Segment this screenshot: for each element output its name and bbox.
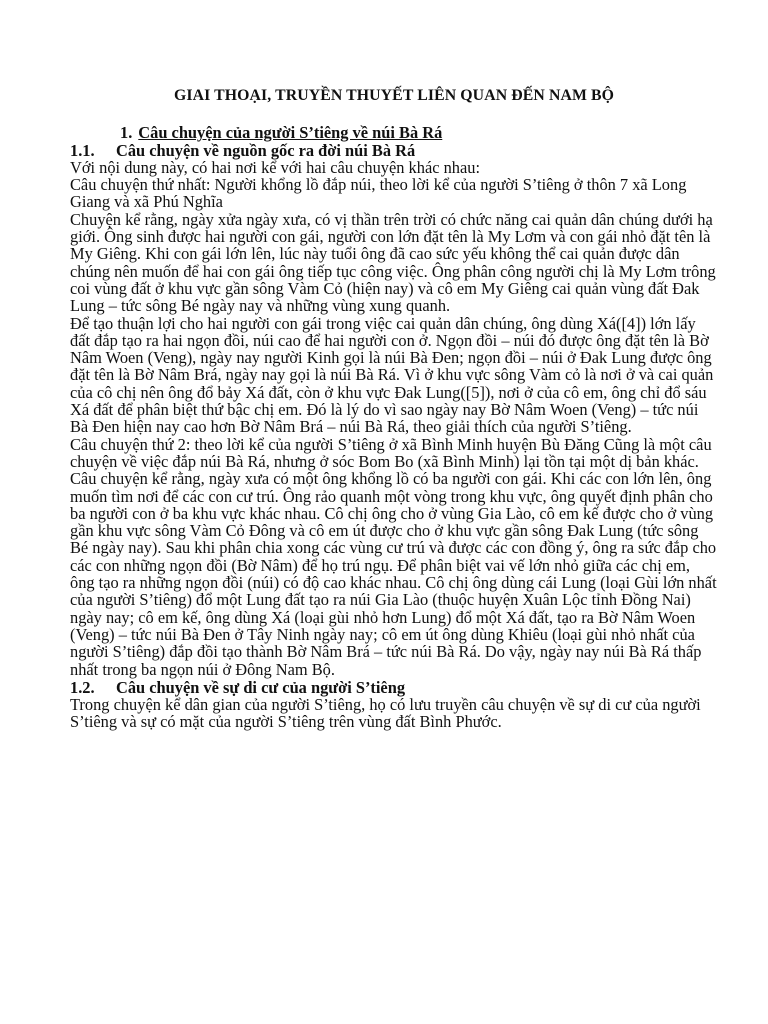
section-1-1-title: Câu chuyện về nguồn gốc ra đời núi Bà Rá (116, 140, 416, 160)
section-1-heading (70, 124, 718, 141)
paragraph-story-1-heading: Câu chuyện thứ nhất: Người khổng lồ đắp núi, theo lời kể của người S’tiêng ở thôn 7 xã Long Giang và xã Phú Nghĩa (70, 175, 687, 212)
section-1-1-heading (70, 142, 718, 159)
paragraph-migration: Trong chuyện kể dân gian của người S’tiêng, họ có lưu truyền câu chuyện về sự di cư của người S’tiêng và sự có mặt của người S’tiêng trên vùng đất Bình Phước. (70, 695, 701, 732)
paragraph-story-1-mountains: Để tạo thuận lợi cho hai người con gái trong việc cai quản dân chúng, ông dùng Xá([4]) lớn lấy đất đắp tạo ra hai ngọn đồi, núi cao để hai người con ở. Ngọn đồi – núi đó được ông đặt tên là Bờ Nâm Woen (Veng), ngày nay người Kinh gọi là núi Bà Đen; ngọn đồi – núi ở Đak Lung được ông đặt tên là Bờ Nâm Brá, ngày nay gọi là núi Bà Rá. Vì ở khu vực sông Vàm cỏ là nơi ở và cai quản của cô chị nên ông đổ bảy Xá đất, còn ở khu vực Đak Lung([5]), nơi ở của cô em, ông chỉ đổ sáu Xá đất để phân biệt thứ bậc chị em. Đó là lý do vì sao ngày nay Bờ Nâm Woen (Veng) – tức núi Bà Đen hiện nay cao hơn Bờ Nâm Brá – núi Bà Rá, theo giải thích của người S’tiêng. (70, 313, 714, 437)
section-1-number: 1. (120, 123, 133, 143)
paragraph-story-2-body: Câu chuyện kể rằng, ngày xưa có một ông khổng lồ có ba người con gái. Khi các con lớn lên, ông muốn tìm nơi để các con cư trú. Ông rảo quanh một vòng trong khu vực, ông quyết định phân cho ba người con ở ba khu vực khác nhau. Cô chị ông cho ở vùng Gia Lào, cô em kế được cho ở vùng gần khu vực sông Vàm Cỏ Đông và cô em út được cho ở khu vực gần sông Đak Lung (tức sông Bé ngày nay). Sau khi phân chia xong các vùng cư trú và được các con đồng ý, ông ra sức đắp cho các con những ngọn đồi (Bờ Nâm) để họ trú ngụ. Để phân biệt vai vế lớn nhỏ giữa các chị em, ông tạo ra những ngọn đồi (núi) có độ cao khác nhau. Cô chị ông dùng cái Lung (loại Gùi lớn nhất của người S’tiêng) đổ một Lung đất tạo ra núi Gia Lào (thuộc huyện Xuân Lộc tỉnh Đồng Nai) ngày nay; cô em kế, ông dùng Xá (loại gùi nhỏ hơn Lung) đổ một Xá đất, tạo ra Bờ Nâm Woen (Veng) – tức núi Bà Đen ở Tây Ninh ngày nay; cô em út ông dùng Khiêu (loại gùi nhỏ nhất của người S’tiêng) đắp đồi tạo thành Bờ Nâm Brá – tức núi Bà Rá. Do vậy, ngày nay núi Bà Rá thấp nhất trong ba ngọn núi ở Đông Nam Bộ. (70, 469, 717, 679)
paragraph-story-2-heading: Câu chuyện thứ 2: theo lời kể của người S’tiêng ở xã Bình Minh huyện Bù Đăng Cũng là một câu chuyện về việc đắp núi Bà Rá, nhưng ở sóc Bom Bo (xã Bình Minh) lại tồn tại một dị bản khác. (70, 434, 712, 471)
paragraph-story-1-body: Chuyện kể rằng, ngày xửa ngày xưa, có vị thần trên trời có chức năng cai quản dân chúng dưới hạ giới. Ông sinh được hai người con gái, người con lớn đặt tên là My Lơm và con gái nhỏ đặt tên là My Giêng. Khi con gái lớn lên, lúc này tuổi ông đã cao sức yếu không thể cai quản được dân chúng nên muốn để hai con gái ông tiếp tục công việc. Ông phân công người chị là My Lơm trông coi vùng đất ở khu vực gần sông Vàm Cỏ (hiện nay) và cô em My Giêng cai quản vùng đất Đak Lung – tức sông Bé ngày nay và những vùng xung quanh. (70, 209, 716, 316)
document-body (70, 87, 718, 731)
section-1-1-number: 1.1. (70, 140, 95, 160)
section-1-title: Câu chuyện của người S’tiêng về núi Bà Rá (138, 123, 443, 143)
paragraph-intro: Với nội dung này, có hai nơi kể với hai câu chuyện khác nhau: (70, 157, 481, 177)
document-title: GIAI THOẠI, TRUYỀN THUYẾT LIÊN QUAN ĐẾN NAM BỘ (173, 87, 615, 104)
section-1-2-title: Câu chuyện về sự di cư của người S’tiêng (116, 677, 406, 697)
section-1-2-heading (70, 679, 718, 696)
section-1-2-number: 1.2. (70, 677, 95, 697)
